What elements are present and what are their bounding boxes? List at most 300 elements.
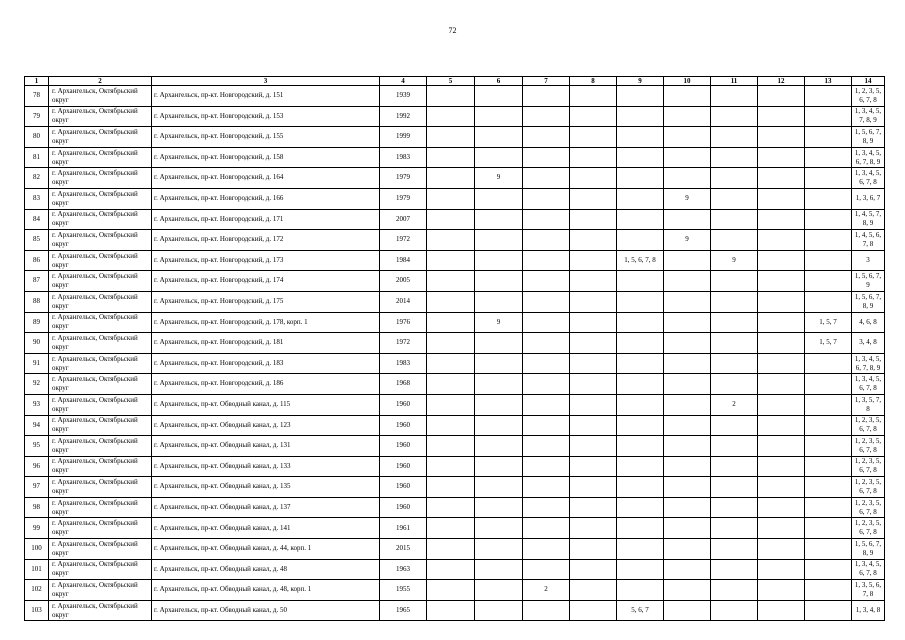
table-cell (805, 436, 852, 457)
table-cell: 80 (25, 127, 49, 148)
table-cell (758, 374, 805, 395)
table-cell (805, 209, 852, 230)
table-cell: 1960 (380, 415, 427, 436)
table-cell (711, 353, 758, 374)
table-cell: 85 (25, 230, 49, 251)
table-cell: 9 (475, 312, 523, 333)
table-cell (805, 106, 852, 127)
page-number: 72 (448, 26, 457, 35)
table-row (25, 250, 885, 271)
column-header: 8 (570, 77, 617, 86)
table-row (25, 312, 885, 333)
table-cell (523, 312, 570, 333)
table-cell (805, 559, 852, 580)
table-cell: 1965 (380, 600, 427, 621)
table-cell (711, 291, 758, 312)
table-cell: г. Архангельск, пр-кт. Обводный канал, д. 137 (152, 497, 380, 518)
table-row (25, 559, 885, 580)
table-cell: 79 (25, 106, 49, 127)
column-header: 6 (475, 77, 523, 86)
table-cell (570, 580, 617, 601)
table-cell (427, 559, 475, 580)
table-cell (475, 436, 523, 457)
table-cell (523, 477, 570, 498)
table-cell (805, 518, 852, 539)
table-row (25, 106, 885, 127)
table-cell: г. Архангельск, пр-кт. Обводный канал, д. 48 (152, 559, 380, 580)
table-cell: г. Архангельск, Октябрьский округ (49, 271, 152, 292)
table-cell: г. Архангельск, пр-кт. Новгородский, д. 175 (152, 291, 380, 312)
table-cell (758, 415, 805, 436)
table-cell (664, 477, 711, 498)
table-cell (570, 127, 617, 148)
table-cell: 1, 3, 4, 5, 6, 7, 8 (852, 168, 885, 189)
table-row (25, 600, 885, 621)
table-cell (758, 271, 805, 292)
table-cell: г. Архангельск, Октябрьский округ (49, 456, 152, 477)
table-row (25, 188, 885, 209)
table-cell: г. Архангельск, пр-кт. Новгородский, д. 181 (152, 333, 380, 354)
table-cell: 1, 2, 3, 5, 6, 7, 8 (852, 86, 885, 107)
table-row (25, 168, 885, 189)
table-cell (570, 394, 617, 415)
table-cell (427, 353, 475, 374)
column-header: 1 (25, 77, 49, 86)
table-cell (523, 436, 570, 457)
table-cell: 90 (25, 333, 49, 354)
table-cell (570, 477, 617, 498)
table-cell: г. Архангельск, пр-кт. Новгородский, д. 171 (152, 209, 380, 230)
table-cell: г. Архангельск, Октябрьский округ (49, 209, 152, 230)
table-cell (664, 250, 711, 271)
table-cell (664, 106, 711, 127)
table-cell: г. Архангельск, пр-кт. Новгородский, д. 172 (152, 230, 380, 251)
table-cell (427, 497, 475, 518)
table-cell (427, 312, 475, 333)
table-cell: 86 (25, 250, 49, 271)
table-cell (664, 415, 711, 436)
table-cell (427, 86, 475, 107)
table-cell (664, 580, 711, 601)
table-cell (805, 394, 852, 415)
table-cell (617, 374, 664, 395)
table-cell: 81 (25, 147, 49, 168)
table-cell (664, 209, 711, 230)
table-cell (570, 188, 617, 209)
table-cell (664, 559, 711, 580)
table-cell: 9 (711, 250, 758, 271)
table-cell (711, 436, 758, 457)
column-header: 5 (427, 77, 475, 86)
table-cell (570, 209, 617, 230)
table-row (25, 456, 885, 477)
table-cell: 1960 (380, 436, 427, 457)
table-row (25, 333, 885, 354)
table-cell: 1939 (380, 86, 427, 107)
table-cell (475, 477, 523, 498)
table-cell (617, 456, 664, 477)
table-cell (475, 600, 523, 621)
buildings-table (24, 76, 885, 621)
table-cell: 1, 3, 5, 7, 8 (852, 394, 885, 415)
table-cell: 78 (25, 86, 49, 107)
table-cell: г. Архангельск, пр-кт. Обводный канал, д. 133 (152, 456, 380, 477)
table-cell (570, 333, 617, 354)
table-cell: 1961 (380, 518, 427, 539)
table-cell: г. Архангельск, Октябрьский округ (49, 333, 152, 354)
table-cell (664, 312, 711, 333)
table-cell (617, 168, 664, 189)
table-cell (617, 477, 664, 498)
table-cell: г. Архангельск, Октябрьский округ (49, 312, 152, 333)
table-cell (664, 86, 711, 107)
table-cell (617, 209, 664, 230)
table-row (25, 127, 885, 148)
table-cell (475, 333, 523, 354)
table-cell (475, 456, 523, 477)
table-cell (475, 271, 523, 292)
column-header: 3 (152, 77, 380, 86)
table-cell (664, 291, 711, 312)
table-cell: 1992 (380, 106, 427, 127)
table-cell: 99 (25, 518, 49, 539)
table-cell (427, 168, 475, 189)
table-cell: г. Архангельск, пр-кт. Новгородский, д. 173 (152, 250, 380, 271)
table-cell (475, 127, 523, 148)
table-cell (475, 209, 523, 230)
table-cell: 87 (25, 271, 49, 292)
table-cell: г. Архангельск, Октябрьский округ (49, 147, 152, 168)
table-row (25, 518, 885, 539)
table-cell (475, 374, 523, 395)
table-row (25, 436, 885, 457)
table-cell (758, 394, 805, 415)
table-cell (427, 394, 475, 415)
table-cell (664, 127, 711, 148)
table-cell (617, 230, 664, 251)
table-cell: г. Архангельск, Октябрьский округ (49, 127, 152, 148)
table-cell: 1960 (380, 456, 427, 477)
table-cell (427, 456, 475, 477)
table-cell (758, 188, 805, 209)
table-cell (475, 291, 523, 312)
table-cell: 100 (25, 539, 49, 560)
table-cell: 1976 (380, 312, 427, 333)
table-cell (570, 86, 617, 107)
table-cell (570, 456, 617, 477)
table-cell: г. Архангельск, пр-кт. Обводный канал, д. 141 (152, 518, 380, 539)
table-cell (475, 497, 523, 518)
table-cell (475, 230, 523, 251)
table-cell (475, 518, 523, 539)
table-row (25, 477, 885, 498)
table-cell (805, 271, 852, 292)
table-cell (617, 106, 664, 127)
table-cell (805, 456, 852, 477)
table-cell (758, 436, 805, 457)
table-row (25, 86, 885, 107)
table-cell (805, 250, 852, 271)
table-cell: 96 (25, 456, 49, 477)
table-cell: 1960 (380, 497, 427, 518)
table-header-row (25, 77, 885, 86)
table-cell (523, 518, 570, 539)
table-cell: 84 (25, 209, 49, 230)
table-cell: 89 (25, 312, 49, 333)
table-cell: 91 (25, 353, 49, 374)
table-cell (805, 147, 852, 168)
table-row (25, 209, 885, 230)
column-header: 10 (664, 77, 711, 86)
table-cell (570, 539, 617, 560)
table-cell (664, 394, 711, 415)
table-cell: 1, 3, 4, 5, 6, 7, 8 (852, 374, 885, 395)
table-cell (664, 271, 711, 292)
table-cell: г. Архангельск, Октябрьский округ (49, 86, 152, 107)
table-cell: г. Архангельск, пр-кт. Новгородский, д. 158 (152, 147, 380, 168)
table-cell: г. Архангельск, пр-кт. Новгородский, д. 153 (152, 106, 380, 127)
table-cell (617, 312, 664, 333)
table-cell (711, 477, 758, 498)
table-cell (711, 415, 758, 436)
table-cell (427, 127, 475, 148)
table-cell: 2015 (380, 539, 427, 560)
table-cell (805, 188, 852, 209)
table-cell: 1, 3, 6, 7 (852, 188, 885, 209)
table-cell (711, 580, 758, 601)
table-cell (427, 271, 475, 292)
table-cell: 1968 (380, 374, 427, 395)
table-row (25, 580, 885, 601)
table-cell: 9 (664, 230, 711, 251)
table-cell (711, 456, 758, 477)
table-cell: 4, 6, 8 (852, 312, 885, 333)
table-cell (427, 580, 475, 601)
table-cell (758, 291, 805, 312)
table-cell: г. Архангельск, пр-кт. Новгородский, д. 164 (152, 168, 380, 189)
table-cell (758, 580, 805, 601)
table-cell (711, 230, 758, 251)
table-cell (475, 415, 523, 436)
table-cell: г. Архангельск, Октябрьский округ (49, 559, 152, 580)
table-cell (711, 333, 758, 354)
table-cell (617, 291, 664, 312)
table-cell (664, 353, 711, 374)
table-cell (570, 600, 617, 621)
table-cell: 102 (25, 580, 49, 601)
table-cell: г. Архангельск, пр-кт. Обводный канал, д. 48, корп. 1 (152, 580, 380, 601)
table-cell: 92 (25, 374, 49, 395)
table-cell (427, 250, 475, 271)
column-header: 14 (852, 77, 885, 86)
table-cell: 1, 5, 6, 7, 8, 9 (852, 539, 885, 560)
table-cell (805, 374, 852, 395)
table-cell (523, 106, 570, 127)
table-cell: 9 (664, 188, 711, 209)
table-cell (523, 291, 570, 312)
table-cell (711, 312, 758, 333)
table-cell: г. Архангельск, пр-кт. Новгородский, д. 174 (152, 271, 380, 292)
table-cell: 1960 (380, 394, 427, 415)
table-cell (523, 600, 570, 621)
table-cell (617, 147, 664, 168)
table-cell (711, 374, 758, 395)
table-cell (570, 168, 617, 189)
table-cell (523, 168, 570, 189)
table-cell: 82 (25, 168, 49, 189)
table-row (25, 291, 885, 312)
table-cell (758, 147, 805, 168)
table-cell (523, 188, 570, 209)
table-cell (711, 168, 758, 189)
table-cell (427, 188, 475, 209)
table-cell (570, 250, 617, 271)
table-cell (570, 291, 617, 312)
table-cell (427, 436, 475, 457)
table-cell: 1, 5, 6, 7, 8 (617, 250, 664, 271)
table-cell (805, 477, 852, 498)
table-cell (711, 147, 758, 168)
table-cell (523, 456, 570, 477)
table-cell (617, 353, 664, 374)
column-header: 7 (523, 77, 570, 86)
table-cell: г. Архангельск, Октябрьский округ (49, 477, 152, 498)
table-cell (427, 106, 475, 127)
table-cell: г. Архангельск, Октябрьский округ (49, 374, 152, 395)
table-cell: 1, 3, 4, 8 (852, 600, 885, 621)
table-cell (617, 559, 664, 580)
table-cell: 5, 6, 7 (617, 600, 664, 621)
table-cell: 3 (852, 250, 885, 271)
table-cell: г. Архангельск, пр-кт. Новгородский, д. 186 (152, 374, 380, 395)
table-cell: г. Архангельск, пр-кт. Новгородский, д. 151 (152, 86, 380, 107)
table-cell: 1, 4, 5, 7, 8, 9 (852, 209, 885, 230)
table-cell (523, 250, 570, 271)
table-cell (523, 147, 570, 168)
table-cell (758, 518, 805, 539)
table-row (25, 271, 885, 292)
table-cell: г. Архангельск, Октябрьский округ (49, 394, 152, 415)
table-cell (570, 106, 617, 127)
table-cell: 1, 3, 4, 5, 6, 7, 8, 9 (852, 147, 885, 168)
table-cell (758, 333, 805, 354)
table-cell (711, 127, 758, 148)
table-cell (427, 539, 475, 560)
column-header: 4 (380, 77, 427, 86)
table-cell: г. Архангельск, пр-кт. Обводный канал, д. 115 (152, 394, 380, 415)
table-cell (758, 209, 805, 230)
table-cell: 83 (25, 188, 49, 209)
table-cell (617, 188, 664, 209)
table-cell (664, 168, 711, 189)
table-cell (523, 374, 570, 395)
table-cell (664, 600, 711, 621)
table-cell (758, 559, 805, 580)
table-cell: г. Архангельск, пр-кт. Новгородский, д. 166 (152, 188, 380, 209)
table-cell (805, 539, 852, 560)
table-cell (758, 168, 805, 189)
table-row (25, 374, 885, 395)
table-cell: г. Архангельск, пр-кт. Новгородский, д. 178, корп. 1 (152, 312, 380, 333)
table-cell (805, 127, 852, 148)
table-cell: 1, 5, 6, 7, 8, 9 (852, 291, 885, 312)
table-cell: 1972 (380, 230, 427, 251)
table-cell (758, 106, 805, 127)
table-cell (570, 230, 617, 251)
table-cell (523, 209, 570, 230)
table-cell: г. Архангельск, пр-кт. Новгородский, д. 183 (152, 353, 380, 374)
table-cell: 94 (25, 415, 49, 436)
table-cell: 1984 (380, 250, 427, 271)
table-cell (570, 312, 617, 333)
table-cell (711, 209, 758, 230)
table-row (25, 394, 885, 415)
table-cell (617, 127, 664, 148)
table-cell (570, 436, 617, 457)
table-cell: 3, 4, 8 (852, 333, 885, 354)
table-cell (711, 559, 758, 580)
table-cell: 1983 (380, 353, 427, 374)
table-cell: 1999 (380, 127, 427, 148)
table-cell (758, 539, 805, 560)
table-cell: г. Архангельск, Октябрьский округ (49, 415, 152, 436)
table-cell (758, 456, 805, 477)
table-cell: 101 (25, 559, 49, 580)
table-cell (427, 230, 475, 251)
table-cell: 1, 5, 7 (805, 312, 852, 333)
table-cell: 1, 5, 6, 7, 9 (852, 271, 885, 292)
table-cell (570, 353, 617, 374)
table-cell (711, 497, 758, 518)
table-cell: 1, 3, 4, 5, 6, 7, 8, 9 (852, 353, 885, 374)
table-cell (617, 415, 664, 436)
table-cell: 1, 2, 3, 5, 6, 7, 8 (852, 456, 885, 477)
table-cell: г. Архангельск, Октябрьский округ (49, 291, 152, 312)
table-cell: г. Архангельск, Октябрьский округ (49, 168, 152, 189)
table-cell (427, 209, 475, 230)
table-cell: г. Архангельск, пр-кт. Обводный канал, д. 50 (152, 600, 380, 621)
table-cell: г. Архангельск, Октябрьский округ (49, 106, 152, 127)
table-cell (570, 518, 617, 539)
table-cell: г. Архангельск, Октябрьский округ (49, 600, 152, 621)
table-cell (664, 374, 711, 395)
table-body (25, 86, 885, 621)
table-cell (664, 518, 711, 539)
table-cell (617, 86, 664, 107)
table-cell: 1, 3, 5, 6, 7, 8 (852, 580, 885, 601)
table-cell (805, 580, 852, 601)
table-cell: 95 (25, 436, 49, 457)
table-cell (805, 415, 852, 436)
table-cell (523, 86, 570, 107)
table-cell (617, 394, 664, 415)
table-cell (475, 250, 523, 271)
table-cell: г. Архангельск, пр-кт. Обводный канал, д. 123 (152, 415, 380, 436)
table-cell: 98 (25, 497, 49, 518)
table-cell: г. Архангельск, Октябрьский округ (49, 250, 152, 271)
table-cell (805, 168, 852, 189)
table-cell (475, 580, 523, 601)
table-cell (758, 312, 805, 333)
table-cell (523, 559, 570, 580)
table-cell: г. Архангельск, пр-кт. Обводный канал, д. 135 (152, 477, 380, 498)
table-cell (758, 230, 805, 251)
table-cell (805, 86, 852, 107)
table-cell: 1, 2, 3, 5, 6, 7, 8 (852, 415, 885, 436)
table-cell: г. Архангельск, Октябрьский округ (49, 230, 152, 251)
table-cell: 1, 2, 3, 5, 6, 7, 8 (852, 436, 885, 457)
table-cell (570, 147, 617, 168)
